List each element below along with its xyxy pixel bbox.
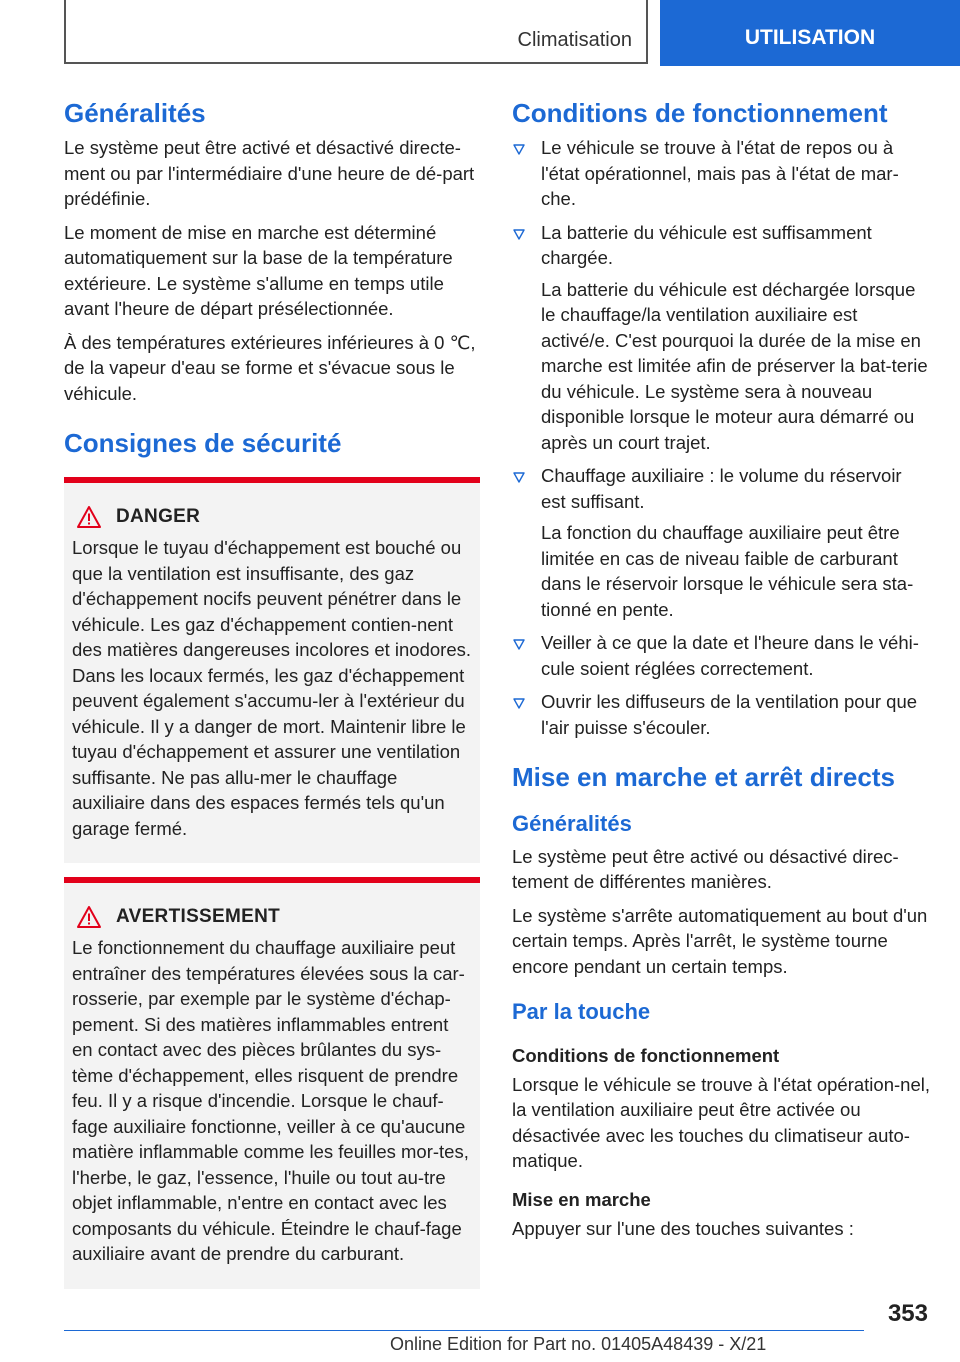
list-item-text: Ouvrir les diffuseurs de la ventilation pour que l'air puisse s'écouler. bbox=[541, 691, 918, 738]
list-item-text: Veiller à ce que la date et l'heure dans le véhi-cule soient réglées correctement. bbox=[541, 632, 919, 679]
triangle-bullet-icon bbox=[512, 637, 526, 651]
danger-box bbox=[64, 477, 480, 863]
mise-en-marche-heading: Mise en marche et arrêt directs bbox=[512, 762, 895, 793]
triangle-bullet-icon bbox=[512, 696, 526, 710]
avertissement-text: Le fonctionnement du chauffage auxiliaire peut entraîner des températures élevées sous la car-rosserie, par exemple par le système d'échap-pement. Si des matières inflammables entrent en contact avec des pièces brûlantes du sys-tème d'échappement, elles risquent de prendre feu. Il y a risque d'incendie. Lorsque le chauf-fage auxiliaire fonctionne, veiller à ce qu'aucune matière inflammable comme les feuilles mor-tes, l'herbe, le gaz, l'essence, l'huile ou tout au-tre objet inflammable, n'entre en contact avec les composants du véhicule. Éteindre le chauf-fage auxiliaire avant de prendre du carburant. bbox=[72, 937, 469, 1265]
list-item bbox=[512, 630, 930, 681]
generalites-heading: Généralités bbox=[64, 98, 206, 128]
list-item-text: Chauffage auxiliaire : le volume du réservoir est suffisant. bbox=[541, 465, 902, 512]
touche-mise-text: Appuyer sur l'une des touches suivantes : bbox=[512, 1217, 854, 1239]
conditions-list bbox=[512, 135, 930, 740]
list-item-note: La fonction du chauffage auxiliaire peut être limitée en cas de niveau faible de carburant dans le réservoir lorsque le véhicule sera sta-tionné en pente. bbox=[541, 522, 914, 620]
danger-title: DANGER bbox=[116, 506, 201, 528]
avertissement-header bbox=[72, 905, 472, 929]
footer-divider bbox=[64, 1330, 864, 1331]
avertissement-title: AVERTISSEMENT bbox=[116, 906, 281, 928]
header-section-title: Climatisation bbox=[517, 29, 632, 51]
header-chapter-tab[interactable]: UTILISATION bbox=[660, 0, 960, 66]
list-item bbox=[512, 463, 930, 622]
triangle-bullet-icon bbox=[512, 142, 526, 156]
list-item bbox=[512, 220, 930, 456]
list-item-text: La batterie du véhicule est suffisamment chargée. bbox=[541, 221, 872, 269]
generalites-paragraph-2: Le moment de mise en marche est déterminé automatiquement sur la base de la température extérieure. Le système s'allume en temps utile avant l'heure de départ présélectionnée. bbox=[64, 221, 453, 320]
conditions-heading: Conditions de fonctionnement bbox=[512, 98, 888, 128]
mise-paragraph-1: Le système peut être activé ou désactivé direc-tement de différentes manières. bbox=[512, 845, 899, 893]
touche-conditions-heading: Conditions de fonctionnement bbox=[512, 1044, 780, 1066]
list-item-note: La batterie du véhicule est déchargée lorsque le chauffage/la ventilation auxiliaire est activé/e. C'est pourquoi la durée de la mise en marche est limitée afin de préserver la bat-terie du véhicule. Le système sera à nouveau disponible lorsque le moteur aura démarré ou après un court trajet. bbox=[541, 278, 928, 453]
list-item-text: Le véhicule se trouve à l'état de repos ou à l'état opérationnel, mais pas à l'état de mar-che. bbox=[541, 137, 899, 210]
touche-mise-heading: Mise en marche bbox=[512, 1188, 651, 1210]
touche-conditions-text: Lorsque le véhicule se trouve à l'état opération-nel, la ventilation auxiliaire peut être activée ou désactivée avec les touches du climatiseur auto-matique. bbox=[512, 1073, 930, 1172]
list-item bbox=[512, 135, 930, 212]
mise-generalites-subheading: Généralités bbox=[512, 811, 632, 837]
left-column bbox=[64, 98, 480, 1303]
footer-edition-text: Online Edition for Part no. 01405A48439 - X/21 bbox=[390, 1334, 767, 1354]
right-column bbox=[512, 98, 930, 1249]
warning-triangle-icon bbox=[76, 505, 102, 529]
generalites-paragraph-1: Le système peut être activé et désactivé directe-ment ou par l'intermédiaire d'une heure de dé-part prédéfinie. bbox=[64, 137, 475, 210]
triangle-bullet-icon bbox=[512, 470, 526, 484]
avertissement-box bbox=[64, 877, 480, 1289]
par-la-touche-subheading: Par la touche bbox=[512, 999, 651, 1025]
header-box bbox=[64, 0, 648, 64]
page-number: 353 bbox=[887, 1300, 928, 1327]
triangle-bullet-icon bbox=[512, 227, 526, 241]
danger-header bbox=[72, 505, 472, 529]
warning-triangle-icon bbox=[76, 905, 102, 929]
mise-paragraph-2: Le système s'arrête automatiquement au bout d'un certain temps. Après l'arrêt, le système tourne encore pendant un certain temps. bbox=[512, 904, 928, 977]
consignes-heading: Consignes de sécurité bbox=[64, 428, 342, 459]
generalites-paragraph-3: À des températures extérieures inférieures à 0 ℃, de la vapeur d'eau se forme et s'évacue sous le véhicule. bbox=[64, 331, 476, 404]
list-item bbox=[512, 689, 930, 740]
danger-text: Lorsque le tuyau d'échappement est bouché ou que la ventilation est insuffisante, des gaz d'échappement nocifs peuvent pénétrer dans le véhicule. Les gaz d'échappement contien-nent des matières dangereuses incolores et inodores. Dans les locaux fermés, les gaz d'échappement peuvent également s'accumu-ler à l'extérieur du véhicule. Il y a danger de mort. Maintenir libre le tuyau d'échappement et assurer une ventilation suffisante. Ne pas allu-mer le chauffage auxiliaire dans des espaces fermés tels qu'un garage fermé. bbox=[72, 537, 472, 839]
